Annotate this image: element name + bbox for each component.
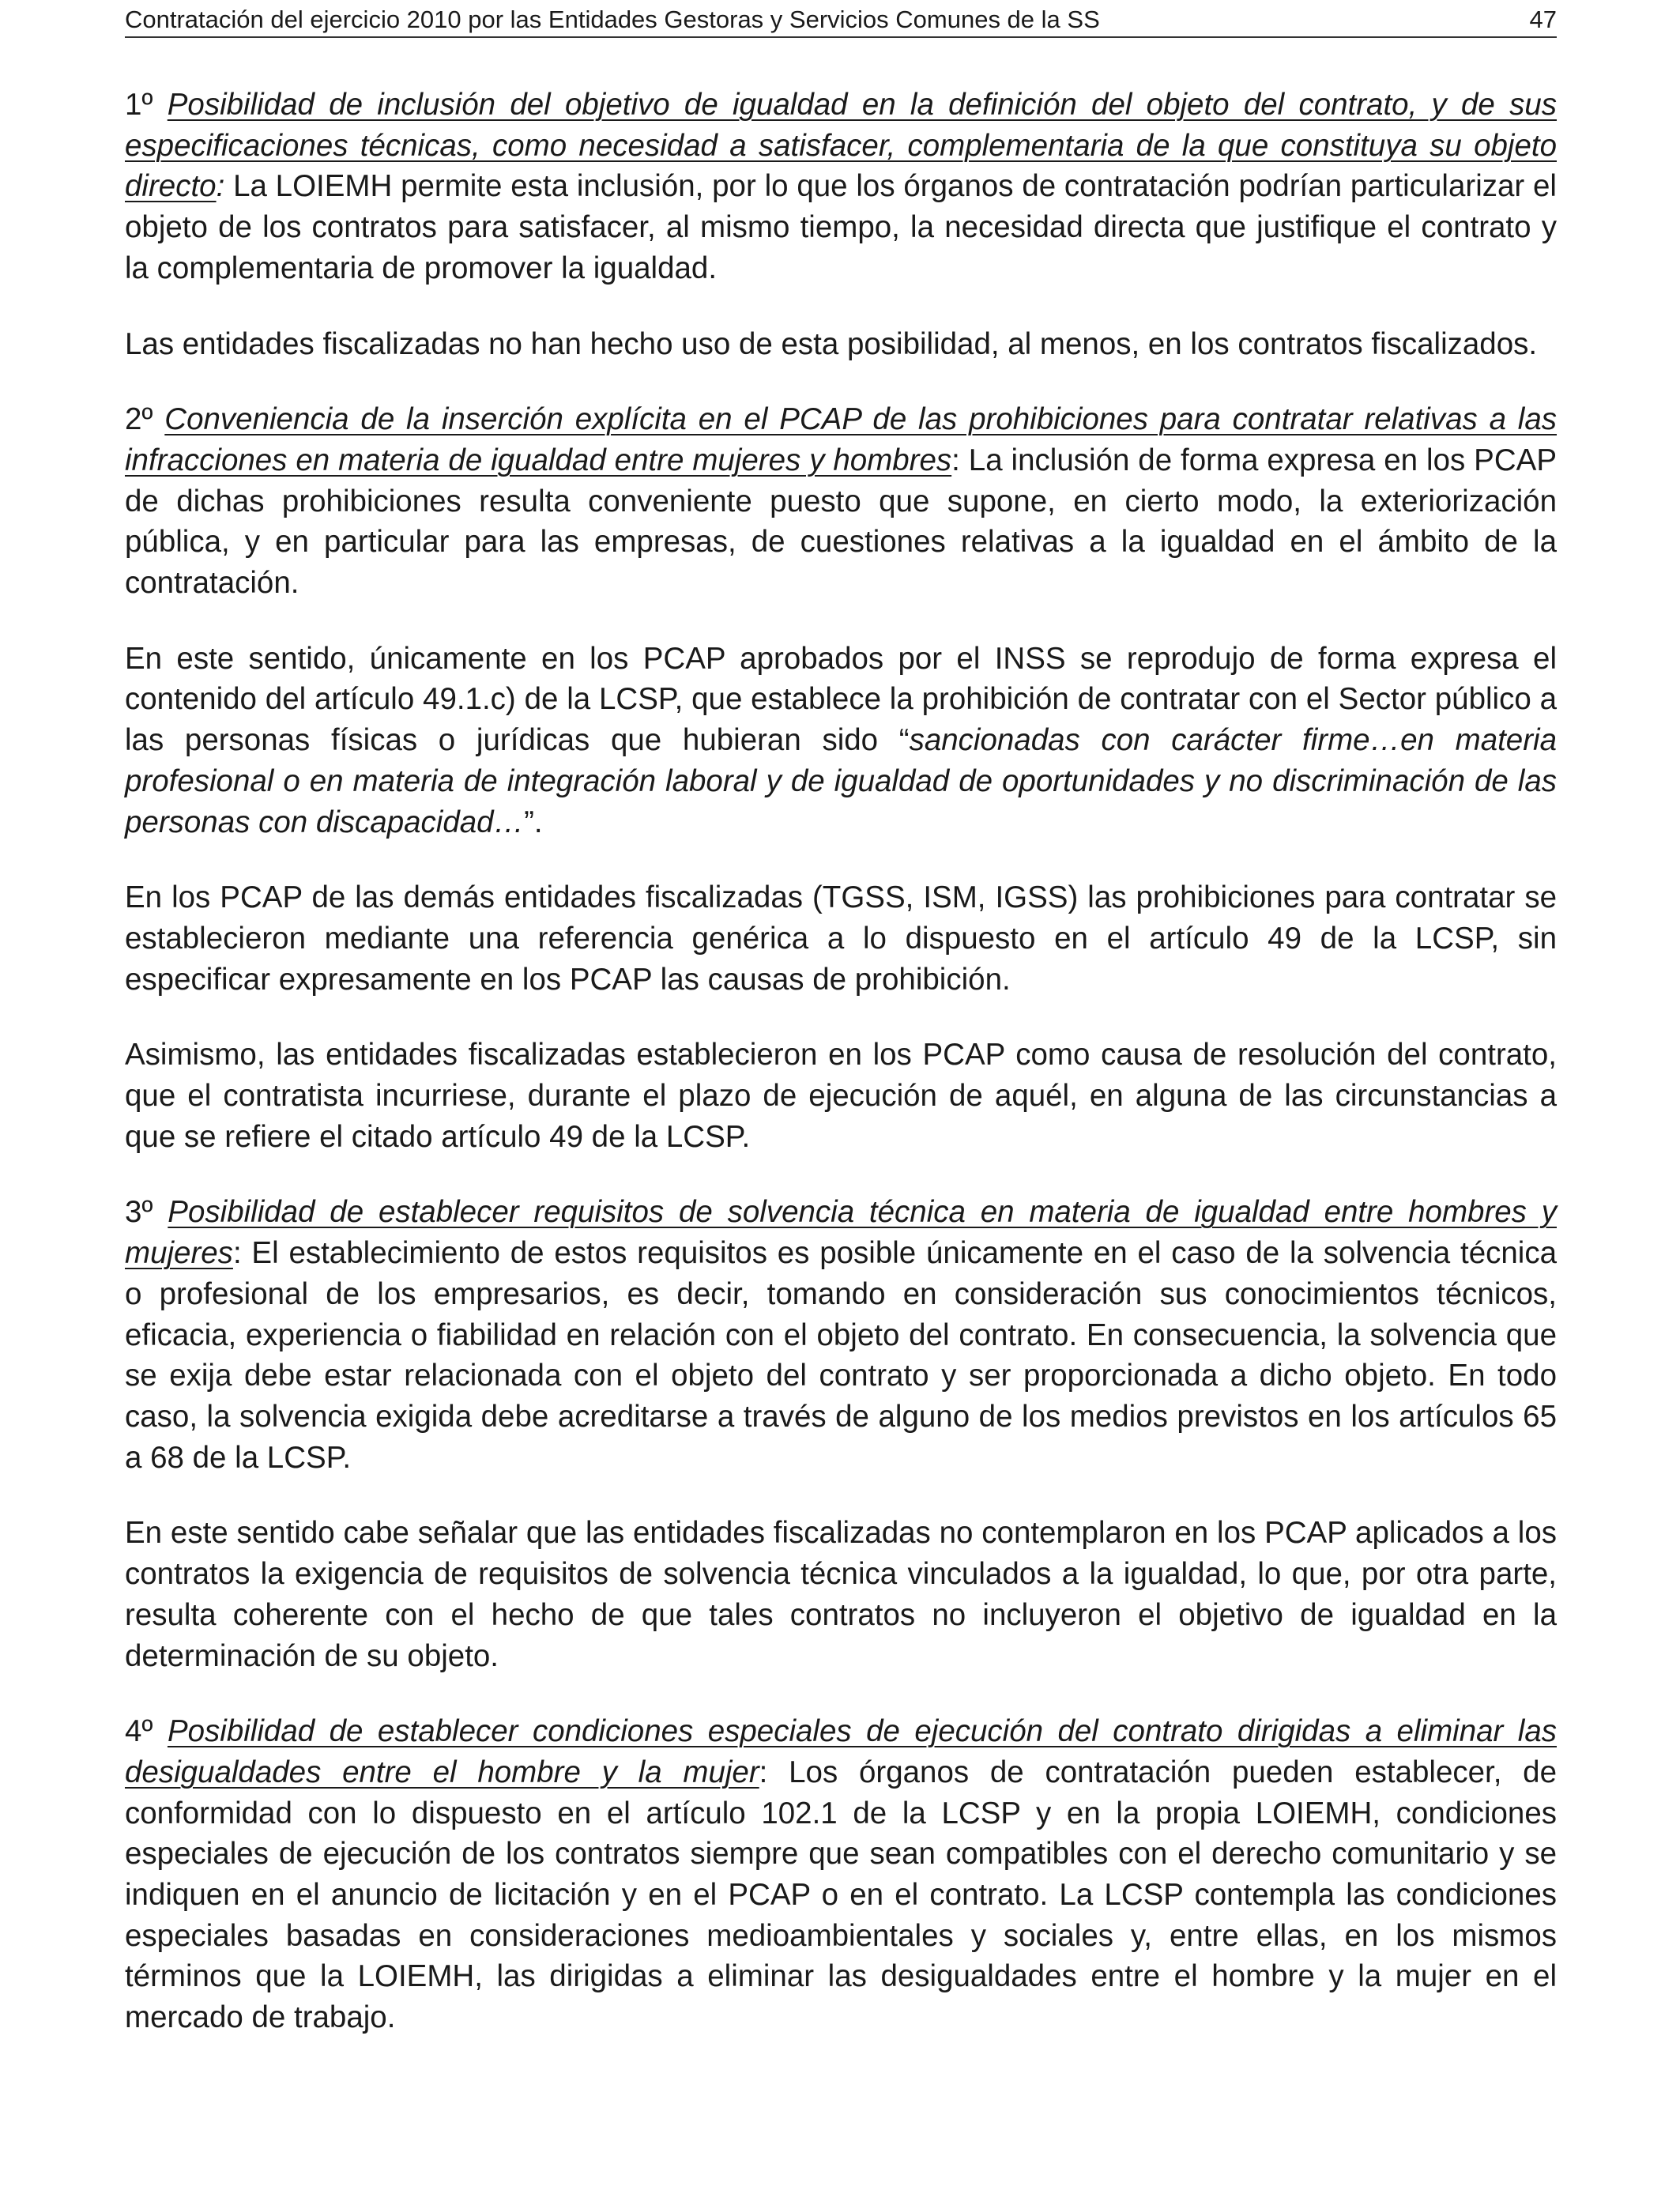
paragraph-3-body: : La inclusión de forma expresa en los PCAP de dichas prohibiciones resulta conveniente puesto que supone, en cierto modo, la exteriorización pública, y en particular para las empresas, de cuestiones relativas a la igualdad en el ámbito de la contratación. (125, 443, 1557, 601)
page-number: 47 (1529, 6, 1557, 33)
topic-heading-4: Posibilidad de establecer condiciones especiales de ejecución del contrato dirigidas a eliminar las desigualdades entre el hombre y la mujer (125, 1714, 1558, 1789)
paragraph-9-body: : Los órganos de contratación pueden establecer, de conformidad con lo dispuesto en el artículo 102.1 de la LCSP y en la propia LOIEMH, condiciones especiales de ejecución de los contratos siempre que sean compatibles con el derecho comunitario y se indiquen en el anuncio de licitación y en el PCAP o en el contrato. La LCSP contempla las condiciones especiales basadas en consideraciones medioambientales y sociales y, entre ellas, en los mismos términos que la LOIEMH, las dirigidas a eliminar las desigualdades entre el hombre y la mujer en el mercado de trabajo. (125, 1755, 1558, 2035)
paragraph-6: Asimismo, las entidades fiscalizadas establecieron en los PCAP como causa de resolución del contrato, que el contratista incurriese, durante el plazo de ejecución de aquél, en alguna de las circunstancias a que se refiere el citado artículo 49 de la LCSP. (125, 1038, 1557, 1154)
ordinal-3: 3º (125, 1195, 168, 1230)
paragraph-8: En este sentido cabe señalar que las entidades fiscalizadas no contemplaron en los PCAP aplicados a los contratos la exigencia de requisitos de solvencia técnica vinculados a la igualdad, lo que, por otra parte, resulta coherente con el hecho de que tales contratos no incluyeron el objetivo de igualdad en la determinación de su objeto. (125, 1516, 1557, 1673)
paragraph-4-lead: En este sentido, únicamente en los PCAP aprobados por el INSS se reprodujo de forma expresa el contenido del artículo 49.1.c) de la LCSP, que establece la prohibición de contratar con el Sector público a las personas físicas o jurídicas que hubieran sido “ (125, 641, 1557, 758)
page-header (125, 3, 1557, 38)
paragraph-7-body: : El establecimiento de estos requisitos es posible únicamente en el caso de la solvencia técnica o profesional de los empresarios, es decir, tomando en consideración sus conocimientos técnicos, eficacia, experiencia o fiabilidad en relación con el objeto del contrato. En consecuencia, la solvencia que se exija debe estar relacionada con el objeto del contrato y ser proporcionada a dicho objeto. En todo caso, la solvencia exigida debe acreditarse a través de alguno de los medios previstos en los artículos 65 a 68 de la LCSP. (125, 1236, 1557, 1475)
ordinal-4: 4º (125, 1714, 168, 1749)
paragraph-9 (125, 1711, 1557, 2038)
running-title: Contratación del ejercicio 2010 por las Entidades Gestoras y Servicios Comunes de la SS (125, 6, 1100, 33)
paragraph-7 (125, 1192, 1557, 1478)
paragraph-1-body: La LOIEMH permite esta inclusión, por lo que los órganos de contratación podrían particularizar el objeto de los contratos para satisfacer, al mismo tiempo, la necesidad directa que justifique el contrato y la complementaria de promover la igualdad. (125, 169, 1557, 285)
paragraph-1 (125, 85, 1557, 289)
legal-quote: sancionadas con carácter firme…en materia profesional o en materia de integración laboral y de igualdad de oportunidades y no discriminación de las personas con discapacidad… (125, 723, 1557, 839)
topic-heading-2: Conveniencia de la inserción explícita en el PCAP de las prohibiciones para contratar relativas a las infracciones en materia de igualdad entre mujeres y hombres (125, 402, 1558, 477)
topic-colon-1: : (216, 169, 225, 204)
paragraph-4-tail: ”. (524, 805, 543, 839)
paragraph-2: Las entidades fiscalizadas no han hecho uso de esta posibilidad, al menos, en los contratos fiscalizados. (125, 326, 1538, 361)
paragraph-4 (125, 639, 1557, 843)
paragraph-3 (125, 399, 1557, 604)
ordinal-1: 1º (125, 88, 168, 122)
paragraph-5: En los PCAP de las demás entidades fiscalizadas (TGSS, ISM, IGSS) las prohibiciones para contratar se establecieron mediante una referencia genérica a lo dispuesto en el artículo 49 de la LCSP, sin especificar expresamente en los PCAP las causas de prohibición. (125, 880, 1557, 997)
ordinal-2: 2º (125, 402, 165, 437)
document-body (125, 85, 1557, 2038)
topic-heading-1: Posibilidad de inclusión del objetivo de igualdad en la definición del objeto del contrato, y de sus especificaciones técnicas, como necesidad a satisfacer, complementaria de la que constituya su objeto directo (125, 88, 1558, 204)
topic-heading-3: Posibilidad de establecer requisitos de solvencia técnica en materia de igualdad entre hombres y mujeres (125, 1195, 1557, 1271)
